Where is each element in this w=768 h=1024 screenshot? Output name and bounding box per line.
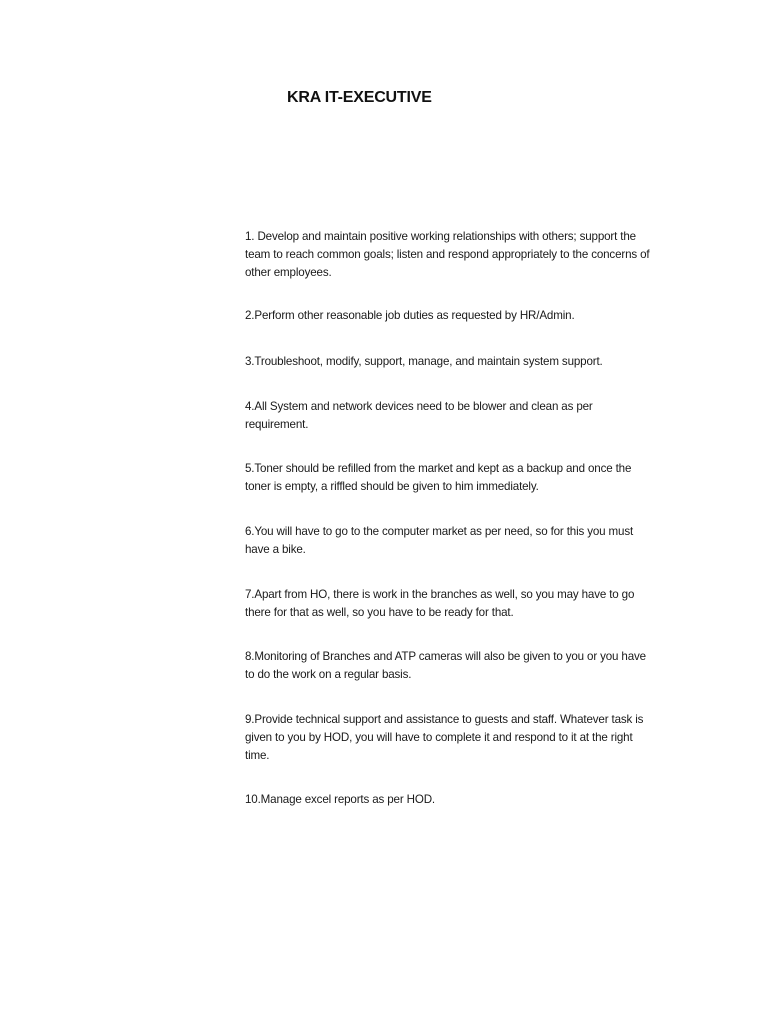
- kra-item-6: 6.You will have to go to the computer market as per need, so for this you must have a bike.: [245, 525, 634, 556]
- kra-item-3: 3.Troubleshoot, modify, support, manage, and maintain system support.: [245, 355, 603, 368]
- kra-item-7: 7.Apart from HO, there is work in the branches as well, so you may have to go there for that as well, so you have to be ready for that.: [245, 588, 635, 619]
- kra-item-1: 1. Develop and maintain positive working relationships with others; support the team to reach common goals; listen and respond appropriately to the concerns of other employees.: [245, 230, 650, 279]
- kra-item-10: 10.Manage excel reports as per HOD.: [245, 793, 436, 806]
- document-title: KRA IT-EXECUTIVE: [287, 89, 432, 106]
- kra-item-5: 5.Toner should be refilled from the market and kept as a backup and once the toner is empty, a riffled should be given to him immediately.: [245, 462, 632, 493]
- kra-item-8: 8.Monitoring of Branches and ATP cameras will also be given to you or you have to do the work on a regular basis.: [245, 650, 646, 681]
- kra-item-2: 2.Perform other reasonable job duties as requested by HR/Admin.: [245, 309, 575, 322]
- kra-item-4: 4.All System and network devices need to be blower and clean as per requirement.: [245, 400, 593, 431]
- kra-item-9: 9.Provide technical support and assistance to guests and staff. Whatever task is given to you by HOD, you will have to complete it and respond to it at the right time.: [245, 713, 644, 762]
